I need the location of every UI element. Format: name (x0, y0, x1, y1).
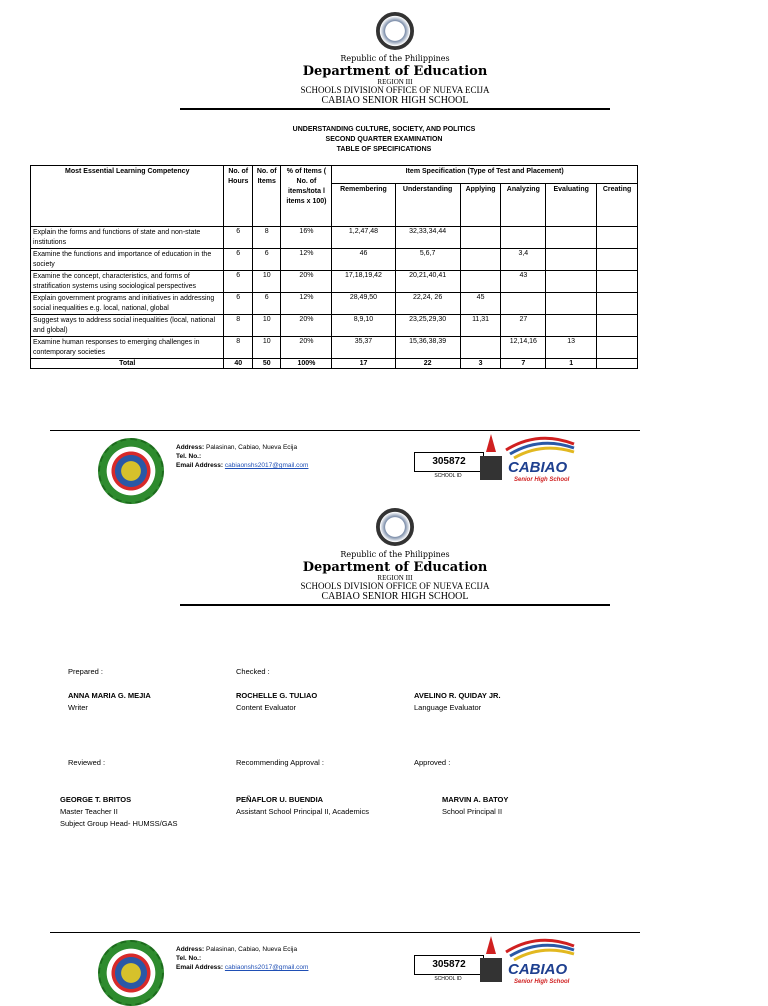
division-line: SCHOOLS DIVISION OFFICE OF NUEVA ECIJA (300, 581, 490, 592)
recommending-label: Recommending Approval : (236, 758, 324, 767)
approved-label: Approved : (414, 758, 451, 767)
cell-hours: 6 (224, 249, 253, 271)
cell-applying (460, 227, 501, 249)
approver-name: MARVIN A. BATOY (442, 795, 509, 804)
col-items: No. of Items (252, 166, 281, 227)
reviewed-label: Reviewed : (68, 758, 106, 767)
cell-competency: Explain the forms and functions of state and non-state institutions (31, 227, 224, 249)
department-name: Department of Education (302, 64, 488, 79)
cell-evaluating (546, 271, 597, 293)
school-seal-icon (98, 940, 164, 1006)
republic-line: Republic of the Philippines (340, 550, 450, 559)
checked-label: Checked : (236, 667, 270, 676)
col-competency: Most Essential Learning Competency (31, 166, 224, 227)
division-line: SCHOOLS DIVISION OFFICE OF NUEVA ECIJA (300, 85, 490, 96)
school-name: CABIAO SENIOR HIGH SCHOOL (321, 94, 469, 106)
total-percent: 100% (281, 359, 332, 369)
cell-analyzing: 43 (501, 271, 546, 293)
cell-hours: 8 (224, 337, 253, 359)
school-seal-icon (98, 438, 164, 504)
total-label: Total (31, 359, 224, 369)
address-value: Palasinan, Cabiao, Nueva Ecija (206, 946, 298, 953)
cell-analyzing: 27 (501, 315, 546, 337)
cell-creating (597, 293, 638, 315)
cell-hours: 8 (224, 315, 253, 337)
recommender-block (236, 794, 369, 818)
content-evaluator-role: Content Evaluator (236, 703, 297, 712)
tel-label: Tel. No.: (176, 955, 202, 962)
cell-analyzing: 12,14,16 (501, 337, 546, 359)
cell-evaluating (546, 249, 597, 271)
col-evaluating: Evaluating (546, 184, 597, 227)
cabiao-logo-sub: Senior High School (514, 477, 570, 483)
cabiao-logo-sub: Senior High School (514, 979, 570, 985)
cell-applying (460, 337, 501, 359)
content-evaluator-name: ROCHELLE G. TULIAO (236, 691, 318, 700)
col-remembering: Remembering (332, 184, 395, 227)
title-exam: SECOND QUARTER EXAMINATION (325, 136, 443, 143)
region-line: REGION III (377, 78, 413, 86)
col-analyzing: Analyzing (501, 184, 546, 227)
footer-divider (50, 430, 640, 431)
cell-understanding: 23,25,29,30 (395, 315, 460, 337)
address-label: Address: (176, 946, 205, 953)
cell-remembering: 17,18,19,42 (332, 271, 395, 293)
deped-seal-icon (376, 508, 414, 546)
cell-evaluating: 13 (546, 337, 597, 359)
cell-remembering: 8,9,10 (332, 315, 395, 337)
cell-understanding: 15,36,38,39 (395, 337, 460, 359)
total-remembering: 17 (332, 359, 395, 369)
title-tos: TABLE OF SPECIFICATIONS (336, 146, 432, 153)
col-hours: No. of Hours (224, 166, 253, 227)
table-of-specifications (30, 165, 638, 369)
email-link[interactable]: cabiaonshs2017@gmail.com (224, 964, 309, 971)
total-analyzing: 7 (501, 359, 546, 369)
document-titles (0, 125, 768, 155)
footer-contact (176, 443, 308, 470)
table-row (31, 293, 638, 315)
region-line: REGION III (377, 574, 413, 582)
cell-hours: 6 (224, 293, 253, 315)
email-label: Email Address: (176, 462, 224, 469)
reviewer-role: Master Teacher II (60, 807, 118, 816)
table-row (31, 227, 638, 249)
cell-items: 10 (252, 271, 281, 293)
cell-creating (597, 337, 638, 359)
total-evaluating: 1 (546, 359, 597, 369)
school-id-label: SCHOOL ID (434, 976, 462, 982)
tel-label: Tel. No.: (176, 453, 202, 460)
table-row (31, 315, 638, 337)
col-applying: Applying (460, 184, 501, 227)
reviewer-role-2: Subject Group Head- HUMSS/GAS (60, 819, 178, 828)
cell-evaluating (546, 293, 597, 315)
footer-contact (176, 945, 308, 972)
reviewer-name: GEORGE T. BRITOS (60, 795, 132, 804)
cell-understanding: 5,6,7 (395, 249, 460, 271)
cell-competency: Examine the functions and importance of education in the society (31, 249, 224, 271)
table-row (31, 271, 638, 293)
approver-role: School Principal II (442, 807, 503, 816)
col-percent: % of Items ( No. of items/tota l items x 100) (281, 166, 332, 227)
cell-items: 10 (252, 315, 281, 337)
writer-name: ANNA MARIA G. MEJIA (68, 691, 151, 700)
cell-evaluating (546, 315, 597, 337)
email-link[interactable]: cabiaonshs2017@gmail.com (224, 462, 309, 469)
cell-applying (460, 271, 501, 293)
cell-remembering: 46 (332, 249, 395, 271)
cell-creating (597, 315, 638, 337)
col-creating: Creating (597, 184, 638, 227)
letterhead-top (180, 12, 610, 110)
cell-applying: 45 (460, 293, 501, 315)
writer-block (68, 690, 151, 714)
total-applying: 3 (460, 359, 501, 369)
cell-understanding: 20,21,40,41 (395, 271, 460, 293)
language-evaluator-role: Language Evaluator (414, 703, 482, 712)
cell-items: 10 (252, 337, 281, 359)
cell-percent: 20% (281, 337, 332, 359)
cell-items: 6 (252, 293, 281, 315)
cell-percent: 20% (281, 315, 332, 337)
total-understanding: 22 (395, 359, 460, 369)
total-hours: 40 (224, 359, 253, 369)
footer-divider (50, 932, 640, 933)
cabiao-logo-text: CABIAO (508, 961, 568, 978)
recommender-name: PEÑAFLOR U. BUENDIA (236, 795, 324, 804)
deped-seal-icon (376, 12, 414, 50)
cell-analyzing (501, 227, 546, 249)
email-label: Email Address: (176, 964, 224, 971)
cell-applying: 11,31 (460, 315, 501, 337)
col-item-spec: Item Specification (Type of Test and Placement) (332, 166, 638, 184)
approver-block (442, 794, 508, 818)
cell-remembering: 35,37 (332, 337, 395, 359)
table-row (31, 337, 638, 359)
header-divider (180, 108, 610, 110)
cell-percent: 16% (281, 227, 332, 249)
cell-creating (597, 227, 638, 249)
school-id-box: 305872 (414, 955, 484, 975)
total-items: 50 (252, 359, 281, 369)
department-name: Department of Education (302, 560, 488, 575)
recommender-role: Assistant School Principal II, Academics (236, 807, 369, 816)
total-creating (597, 359, 638, 369)
school-id-label: SCHOOL ID (434, 473, 462, 479)
cell-hours: 6 (224, 227, 253, 249)
republic-line: Republic of the Philippines (340, 54, 450, 63)
cell-items: 6 (252, 249, 281, 271)
header-divider (180, 604, 610, 606)
school-id-box: 305872 (414, 452, 484, 472)
content-evaluator-block (236, 690, 317, 714)
school-name: CABIAO SENIOR HIGH SCHOOL (321, 590, 469, 602)
total-row (31, 359, 638, 369)
letterhead-second (180, 508, 610, 606)
cell-competency: Examine human responses to emerging challenges in contemporary societies (31, 337, 224, 359)
cell-remembering: 28,49,50 (332, 293, 395, 315)
cell-items: 8 (252, 227, 281, 249)
cell-analyzing: 3,4 (501, 249, 546, 271)
cell-remembering: 1,2,47,48 (332, 227, 395, 249)
cell-creating (597, 271, 638, 293)
cell-percent: 20% (281, 271, 332, 293)
cell-competency: Explain government programs and initiatives in addressing social inequalities e.g. local, national, global (31, 293, 224, 315)
prepared-label: Prepared : (68, 667, 104, 676)
address-label: Address: (176, 444, 205, 451)
cell-creating (597, 249, 638, 271)
cell-competency: Suggest ways to address social inequalities (local, national and global) (31, 315, 224, 337)
table-row (31, 249, 638, 271)
language-evaluator-name: AVELINO R. QUIDAY JR. (414, 691, 501, 700)
header-row (31, 166, 638, 184)
cell-competency: Examine the concept, characteristics, and forms of stratification systems using sociological perspectives (31, 271, 224, 293)
reviewer-block (60, 794, 178, 830)
cell-analyzing (501, 293, 546, 315)
cell-applying (460, 249, 501, 271)
cell-hours: 6 (224, 271, 253, 293)
cell-evaluating (546, 227, 597, 249)
cell-percent: 12% (281, 293, 332, 315)
col-understanding: Understanding (395, 184, 460, 227)
cell-understanding: 32,33,34,44 (395, 227, 460, 249)
writer-role: Writer (68, 703, 88, 712)
cell-percent: 12% (281, 249, 332, 271)
cell-understanding: 22,24, 26 (395, 293, 460, 315)
title-subject: UNDERSTANDING CULTURE, SOCIETY, AND POLITICS (292, 126, 476, 133)
address-value: Palasinan, Cabiao, Nueva Ecija (206, 444, 298, 451)
cabiao-logo-text: CABIAO (508, 459, 568, 476)
language-evaluator-block (414, 690, 501, 714)
